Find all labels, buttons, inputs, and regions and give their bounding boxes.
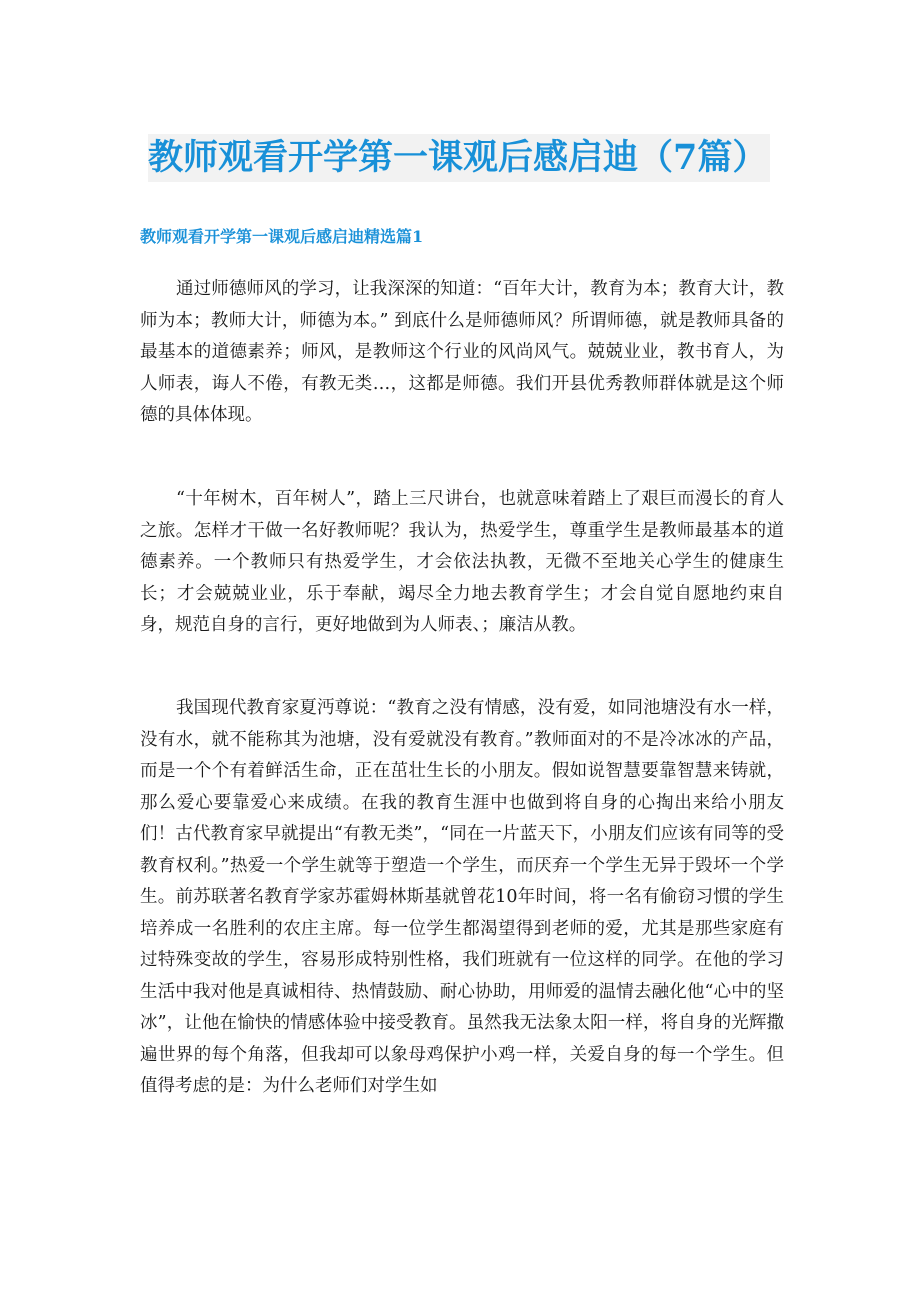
title-highlight [148,134,770,182]
document-title: 教师观看开学第一课观后感启迪（7篇） [148,137,768,178]
paragraph-2: “十年树木，百年树人”，踏上三尺讲台，也就意味着踏上了艰巨而漫长的育人之旅。怎样才干做一名好教师呢？我认为，热爱学生，尊重学生是教师最基本的道德素养。一个教师只有热爱学生，才会依法执教，无微不至地关心学生的健康生长；才会兢兢业业，乐于奉献，竭尽全力地去教育学生；才会自觉自愿地约束自身，规范自身的言行，更好地做到为人师表、；廉洁从教。 [140,489,784,635]
section-heading: 教师观看开学第一课观后感启迪精选篇1 [140,227,424,246]
paragraph-3: 我国现代教育家夏沔尊说：“教育之没有情感，没有爱，如同池塘没有水一样，没有水，就不能称其为池塘，没有爱就没有教育。”教师面对的不是冷冰冰的产品，而是一个个有着鲜活生命，正在茁壮生长的小朋友。假如说智慧要靠智慧来铸就，那么爱心要靠爱心来成绩。在我的教育生涯中也做到将自身的心掏出来给小朋友们！古代教育家早就提出“有教无类”，“同在一片蓝天下，小朋友们应该有同等的受教育权利。”热爱一个学生就等于塑造一个学生，而厌弃一个学生无异于毁坏一个学生。前苏联著名教育学家苏霍姆林斯基就曾花10年时间，将一名有偷窃习惯的学生培养成一名胜利的农庄主席。每一位学生都渴望得到老师的爱，尤其是那些家庭有过特殊变故的学生，容易形成特别性格，我们班就有一位这样的同学。在他的学习生活中我对他是真诚相待、热情鼓励、耐心协助，用师爱的温情去融化他“心中的坚冰”，让他在愉快的情感体验中接受教育。虽然我无法象太阳一样，将自身的光辉撒遍世界的每个角落，但我却可以象母鸡保护小鸡一样，关爱自身的每一个学生。但值得考虑的是：为什么老师们对学生如 [140,698,784,1096]
paragraph-1: 通过师德师风的学习，让我深深的知道：“百年大计，教育为本；教育大计，教师为本；教师大计，师德为本。” 到底什么是师德师风？所谓师德，就是教师具备的最基本的道德素养；师风，是教师这个行业的风尚风气。兢兢业业，教书育人，为人师表，诲人不倦，有教无类…，这都是师德。我们开县优秀教师群体就是这个师德的具体体现。 [140,279,784,425]
